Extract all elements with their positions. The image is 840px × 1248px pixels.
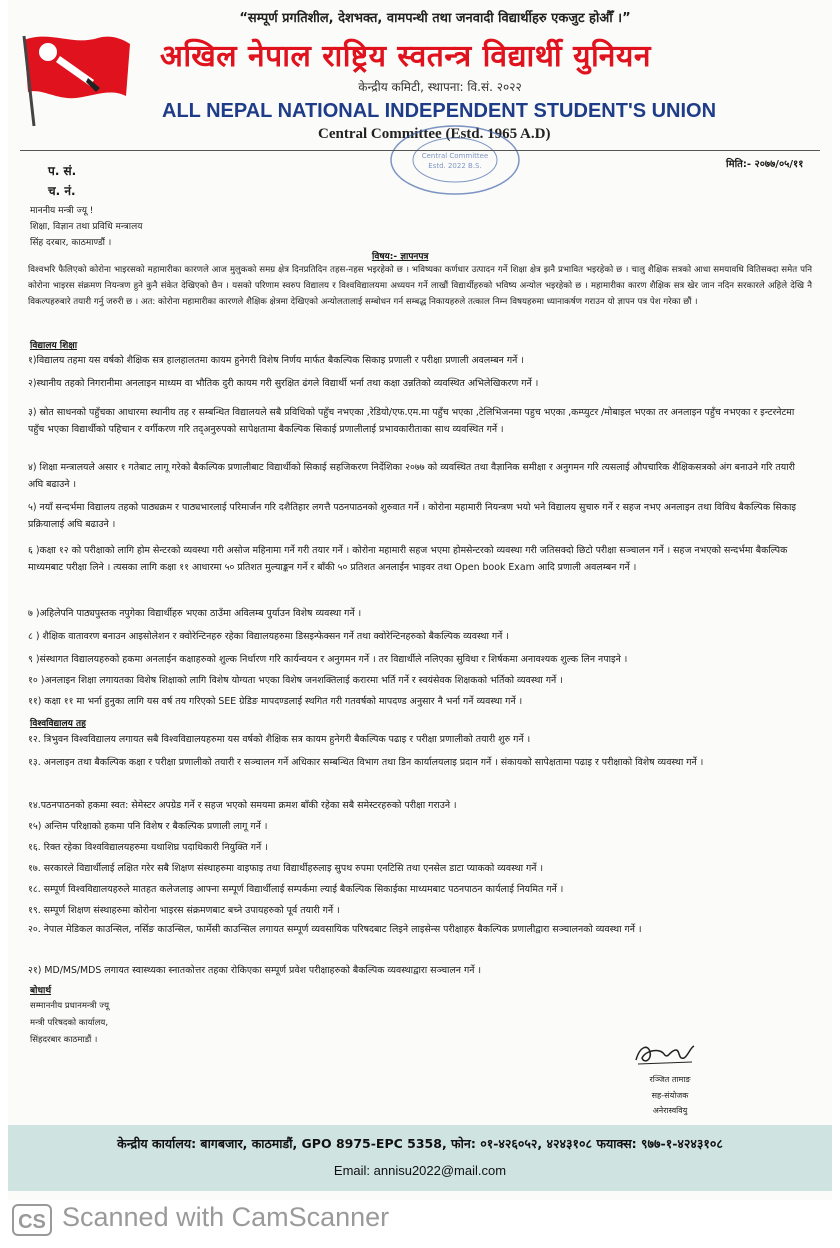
demand-item: ११) कक्षा ११ मा भर्ना हुनुका लागि यस वर्ष तय गरिएको SEE ग्रेडिङ मापदण्डलाई स्थगित गरी गतवर्षको मापदण्ड अनुसार नै भर्ना गर्ने व्यवस्था गर्ने । [28, 696, 523, 707]
recipient-line: सिंह दरबार, काठमाण्डौं । [30, 238, 112, 248]
ref-number: प. सं. [48, 164, 77, 178]
demand-item: ७ )अहिलेपनि पाठ्यपुस्तक नपुगेका विद्यार्थीहरु भएका ठाउँमा अविलम्ब पुर्याउन विशेष व्यवस्था गर्ने । [28, 608, 362, 619]
demand-item: ८ ) शैक्षिक वातावरण बनाउन आइसोलेशन र क्वोरेन्टिनहरु रहेका विद्यालयहरुमा डिसइन्फेक्सन गर्ने तथा क्वोरेन्टिनहरुको बैकल्पिक व्यवस्था गर्ने । [28, 631, 509, 642]
seal-text: Central Committee [421, 152, 489, 160]
watermark-text: Scanned with CamScanner [62, 1202, 390, 1232]
camscanner-logo-icon: CS [12, 1204, 52, 1236]
demand-item: १७. सरकारले विद्यार्थीलाई लक्षित गरेर सबै शिक्षण संस्थाहरुमा वाइफाइ तथा विद्यार्थीहरुलाइ सुपथ रुपमा एनटिसि तथा एनसेल डाटा प्याकको व्यवस्था गर्ने । [28, 863, 544, 874]
signer-organization: अनेरास्ववियु [652, 1106, 688, 1115]
demand-item: १८. सम्पूर्ण विश्वविद्यालयहरुले मातहत कलेजलाइ आफ्ना सम्पूर्ण विद्यार्थीलाई सम्पर्कमा ल्याई बैकल्पिक सिकाईका माध्यमबाट पठनपाठन कार्यलाई नियमित गर्ने । [28, 884, 564, 895]
letter-date: मिति:- २०७७/०५/११ [726, 159, 804, 170]
central-committee-nepali: केन्द्रीय कमिटी, स्थापना: वि.सं. २०२२ [358, 80, 522, 94]
demand-item: १५) अन्तिम परिक्षाको हकमा पनि विशेष र बैकल्पिक प्रणाली लागू गर्ने । [28, 821, 268, 832]
recipient-line: माननीय मन्त्री ज्यू ! [30, 206, 94, 216]
motto: “सम्पूर्ण प्रगतिशील, देशभक्त, वामपन्थी तथा जनवादी विद्यार्थीहरु एकजुट होऔँ ।” [239, 11, 631, 26]
org-title-english: ALL NEPAL NATIONAL INDEPENDENT STUDENT'S UNION [162, 100, 717, 122]
section-heading-university: विश्वविद्यालय तह [30, 719, 86, 729]
organization-seal [385, 122, 525, 198]
demand-item: ९ )संस्थागत विद्यालयहरुको हकमा अनलाईन कक्षाहरुको शुल्क निर्धारण गरि कार्यन्वयन र अनुगमन गर्ने । तर विद्यार्थीले नलिएका सुविधा र शिर्षकमा अनावश्यक शुल्क लिन नपाइने । [28, 654, 628, 665]
seal-year: Estd. 2022 B.S. [428, 162, 482, 170]
demand-item: २०. नेपाल मेडिकल काउन्सिल, नर्सिङ काउन्सिल, फार्मेसी काउन्सिल लगायत सम्पूर्ण व्यवसायिक परिषदबाट लिइने लाइसेन्स परीक्षाहरु बैकल्पिक प्रणालीद्वारा सञ्चालनको व्यवस्था गर्ने । [28, 924, 642, 935]
demand-item: १३. अनलाइन तथा बैकल्पिक कक्षा र परीक्षा प्रणालीको तयारी र सञ्चालन गर्ने अधिकार सम्बन्धित विभाग तथा डिन कार्यालयलाइ प्रदान गर्ने । संकायको सापेक्षतामा पढाइ र परीक्षाको विशेष व्यवस्था गर्ने । [28, 757, 704, 768]
demand-item: १४.पठनपाठनको हकमा स्वत: सेमेस्टर अपग्रेड गर्ने र सहज भएको समयमा क्रमश बाँकी रहेका सबै समेस्टरहरुको परीक्षा गराउने । [28, 800, 457, 811]
signer-title: सह-संयोजक [651, 1091, 689, 1100]
demand-item: १)विद्यालय तहमा यस वर्षको शैक्षिक सत्र हालहालतमा कायम हुनेगरी विशेष निर्णय मार्फत बैकल्पिक सिकाइ प्रणाली र परीक्षा प्रणाली अवलम्बन गर्ने । [28, 355, 524, 366]
section-heading-school: विद्यालय शिक्षा [30, 341, 78, 351]
header-divider [20, 150, 820, 151]
letter-subject: विषय:- ज्ञापनपत्र [372, 252, 429, 262]
signer-name: रञ्जित तामाङ [649, 1075, 691, 1084]
demand-item: २१) MD/MS/MDS लगायत स्वास्थ्यका स्नातकोत्तर तहका रोकिएका सम्पूर्ण प्रवेश परीक्षाहरुको बैकल्पिक व्यवस्थाद्वारा सञ्चालन गर्ने । [28, 965, 482, 976]
handwritten-signature [630, 1038, 700, 1070]
org-title-nepali: अखिल नेपाल राष्ट्रिय स्वतन्त्र विद्यार्थी युनियन [160, 39, 652, 74]
footer-email: Email: annisu2022@mail.com [333, 1163, 507, 1178]
demand-item: ५) नयाँ सन्दर्भमा विद्यालय तहको पाठ्यक्रम र पाठ्यभारलाई परिमार्जन गरि दशैतिहार लगत्तै पठनपाठनको शुरुवात गर्ने । कोरोना महामारी नियन्त्रण भयो भने विद्यालय सुचारु गर्ने र सहज नभए अनलाइन तथा विविध बैकल्पिक सिकाइ प्रक्रियालाई अघि बढाउने । [28, 502, 797, 530]
recipient-line: शिक्षा, विज्ञान तथा प्रविधि मन्त्रालय [30, 222, 143, 232]
cc-line: मन्त्री परिषदको कार्यालय, [30, 1018, 109, 1028]
cc-heading: बोधार्थ [30, 986, 52, 996]
footer-address: केन्द्रीय कार्यालय: बागबजार, काठमाडौं, GPO 8975-EPC 5358, फोन: ०१-४२६०५२, ४२४३१०८ फयाक्स: ९७७-१-४२४३१०८ [117, 1136, 723, 1151]
intro-paragraph: विश्वभरि फैलिएको कोरोना भाइरसको महामारीका कारणले आज मुलुकको समग्र क्षेत्र दिनप्रतिदिन तहस-नहस भइरहेको छ । भविष्यका कर्णधार उत्पादन गर्ने शिक्षा क्षेत्र झनै प्रभावित भइरहेको छ । चालु शैक्षिक सत्रको आधा समयावधि वितिसक्दा समेत पनि कोरोना भाइरस संक्रमण नियन्त्रण हुने कुनै संकेत देखिएको छैन । यसको परिणाम स्वरुप विद्यालय र विश्वविद्यालयमा अध्ययन गर्ने लाखौं विद्यार्थीहरुको भविष्य अन्योल भइरहेको छ । महामारीका कारण शैक्षिक सत्र खेर जान नदिन सरकारले अहिले देखि नै विकल्पहरुबारे तयारी गर्नु जरुरी छ । अत: कोरोना महामारीका कारणले शैक्षिक क्षेत्रमा देखिएको अन्योलतालाई सम्बोधन गर्न सम्बद्ध निकायहरुले तत्काल निम्न विषयहरुमा ध्यानाकर्षण गराउन यो ज्ञापन पत्र पेश गरेका छौं । [28, 265, 812, 307]
flag-logo [20, 26, 132, 128]
demand-item: १२. त्रिभुवन विश्वविद्यालय लगायत सबै विश्वविद्यालयहरुमा यस वर्षको शैक्षिक सत्र कायम हुनेगरी बैकल्पिक पढाइ र परीक्षा प्रणालीको तयारी शुरु गर्ने । [28, 734, 531, 745]
demand-item: २)स्थानीय तहको निगरानीमा अनलाइन माध्यम वा भौतिक दुरी कायम गरी सुरक्षित ढंगले विद्यार्थी भर्ना तथा कक्षा उन्नतिको व्यवस्थित अभिलेखिकरण गर्ने । [28, 378, 539, 389]
demand-item: ६ )कक्षा १२ को परीक्षाको लागि होम सेन्टरको व्यवस्था गरी असोज महिनामा गर्ने गरी तयार गर्ने । कोरोना महामारी सहज भएमा होमसेन्टरको व्यवस्था गरी जतिसक्दो छिटो परीक्षा सञ्चालन गर्ने । सहज नभएको सन्दर्भमा बैकल्पिक माध्यमबाट परीक्षा लिने । त्यसका लागि कक्षा ११ आधारमा ५० प्रतिशत मुल्याङ्कन गर्ने र बाँकी ५० प्रतिशत अनलाईन भाइवर तथा Open book Exam आदि प्रणाली अवलम्बन गर्ने । [28, 545, 788, 573]
demand-item: १० )अनलाइन शिक्षा लगायतका विशेष शिक्षाको लागि विशेष योग्यता भएका विशेष जनशक्तिलाई करारमा भर्ति गर्ने र स्वयंसेवक शिक्षकको भर्तिको व्यवस्था गर्ने । [28, 675, 563, 686]
footer-bar [8, 1125, 832, 1191]
demand-item: ४) शिक्षा मन्त्रालयले असार १ गतेबाट लागू गरेको बैकल्पिक प्रणालीबाट विद्यार्थीको सिकाई सहजिकरण निर्देशिका २०७७ को व्यवस्थित तथा वैज्ञानिक समीक्षा र अनुगमन गरि त्यसलाई औपचारिक शैक्षिकसत्रको अंग बनाउने गरि तयारी अघि बढाउने । [28, 462, 795, 490]
demand-item: १९. सम्पूर्ण शिक्षण संस्थाहरुमा कोरोना भाइरस संक्रमणबाट बच्ने उपायहरुको पूर्व तयारी गर्ने । [28, 905, 340, 916]
central-committee-english: Central Committee (Estd. 1965 A.D) [318, 126, 551, 142]
scanner-watermark [12, 1200, 832, 1240]
cc-line: सम्माननीय प्रधानमन्त्री ज्यू [30, 1001, 110, 1011]
demand-item: ३) स्रोत साधनको पहुँचका आधारमा स्थानीय तह र सम्बन्धित विद्यालयले सबै प्रविधिको पहुँच नभएका ,रेडियो/एफ.एम.मा पहुँच भएका ,टेलिभिजनमा पहुच भएका ,कम्प्युटर /मोबाइल भएका तर अनलाइन पहुँच नभएका र इन्टरनेटमा पहुँच भएका विद्यार्थीको पहिचान र वर्गीकरण गरि तद्अनुरुपको सापेक्षतामा बैकल्पिक सिकाई प्रणालीलाई प्रभावकारीताका साथ व्यवस्थित गर्ने । [28, 407, 795, 435]
cc-line: सिंहदरबार काठमाडौं । [30, 1035, 98, 1045]
dispatch-number: च. नं. [48, 184, 76, 198]
demand-item: १६. रिक्त रहेका विश्वविद्यालयहरुमा यथाशिघ्र पदाधिकारी नियुक्ति गर्ने । [28, 842, 268, 853]
